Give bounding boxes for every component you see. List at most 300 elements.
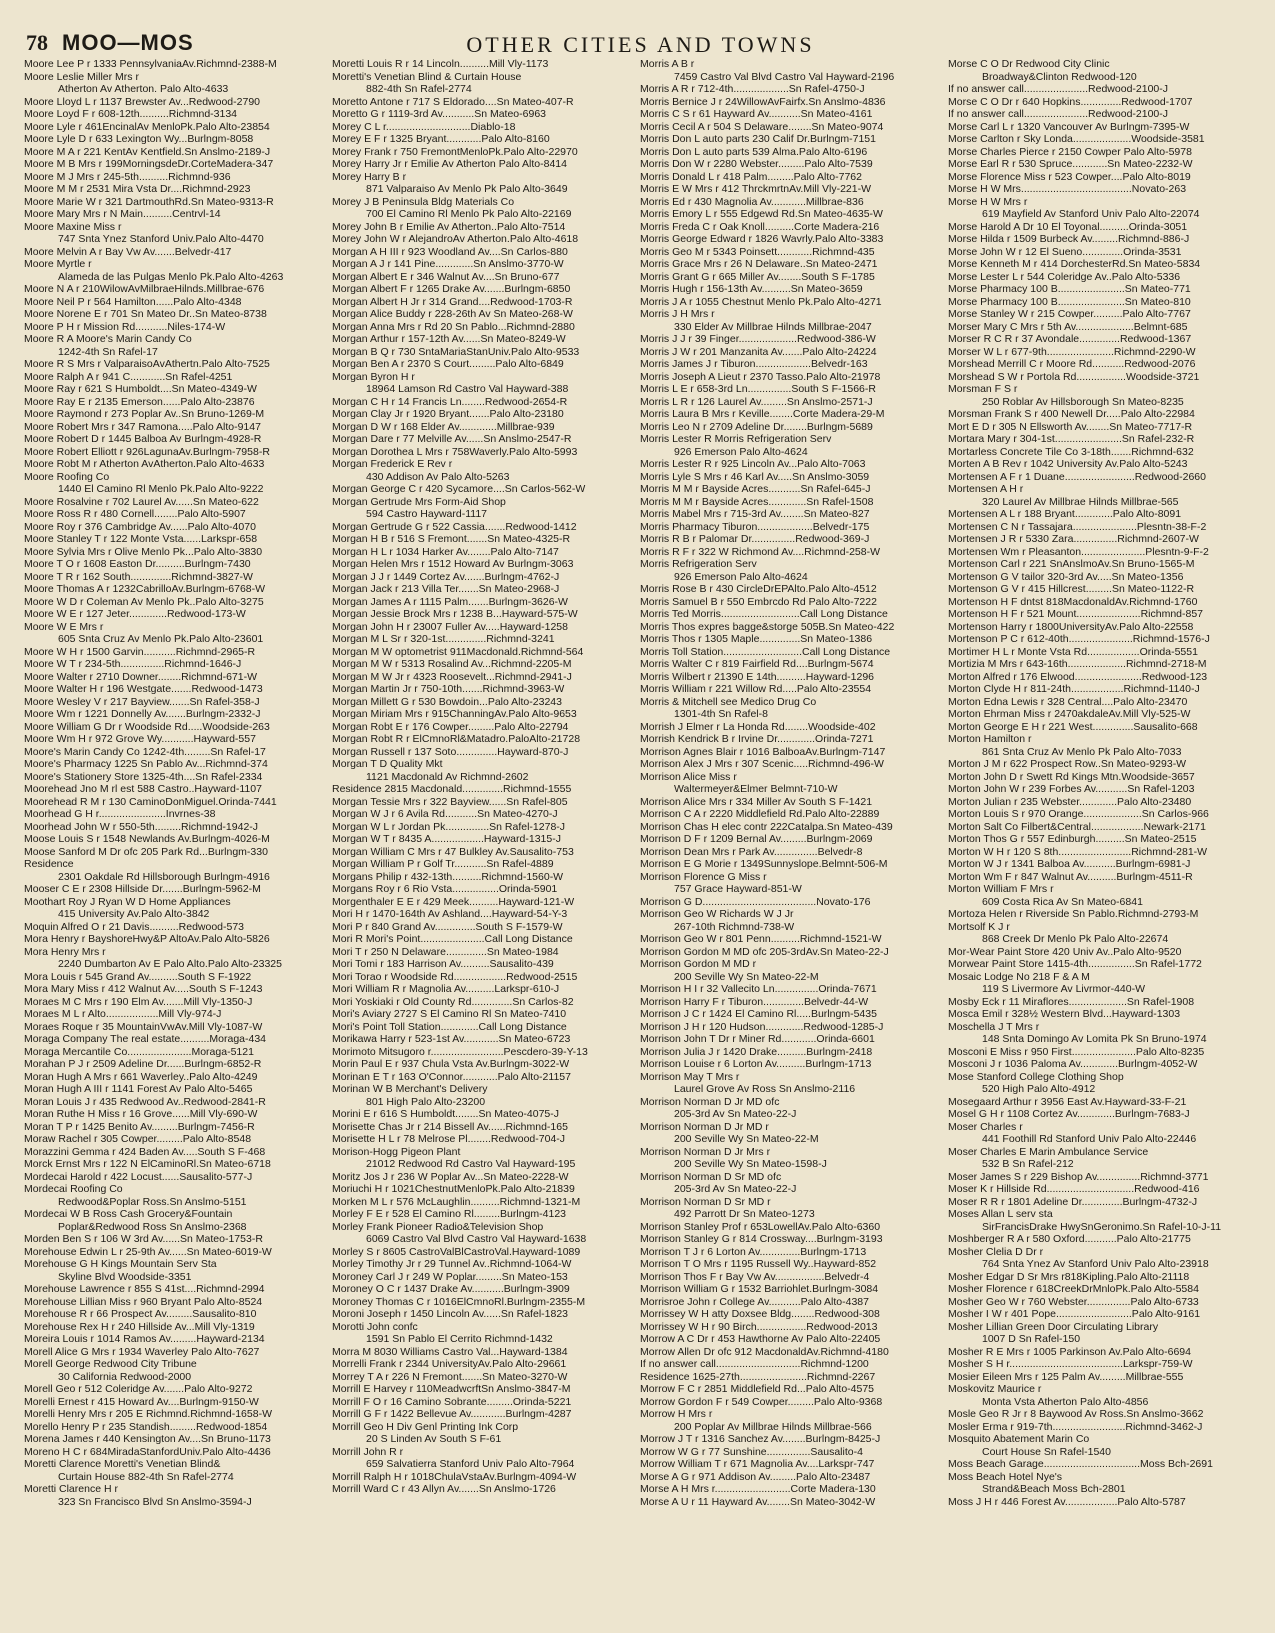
- directory-entry: Moreira Louis r 1014 Ramos Av.........Hayward-2134: [24, 1333, 265, 1345]
- directory-entry: Morris Don W r 2280 Webster.........Palo Alto-7539: [640, 158, 873, 170]
- directory-entry: Moore Marie W r 321 DartmouthRd.Sn Mateo-9313-R: [24, 195, 274, 208]
- directory-entry: Mosegaard Arthur r 3956 East Av.Hayward-33-F-21: [948, 1095, 1187, 1108]
- directory-entry: Morrison Alice Mrs r 334 Miller Av South S F-1421: [640, 795, 873, 808]
- directory-entry: Morgan Albert H Jr r 314 Grand....Redwood-1703-R: [332, 295, 573, 308]
- directory-entry: Morgan M W Jr r 4323 Roosevelt...Richmnd-2941-J: [332, 670, 572, 683]
- directory-entry: Moroney Thomas C r 1016ElCmnoRl.Burlngm-2355-M: [332, 1295, 586, 1308]
- directory-entry: Mortensen C N r Tassajara......................Plesntn-38-F-2: [948, 520, 1207, 533]
- directory-entry: Mortenson G V r 415 Hillcrest.........Sn Mateo-1122-R: [948, 583, 1195, 595]
- directory-entry: Moraes M L r Alto..................Mill Vly-974-J: [24, 1008, 222, 1020]
- directory-entry: Morrison Geo W r 801 Penn..........Richmnd-1521-W: [640, 933, 882, 945]
- directory-entry: Morris R B r Palomar Dr...............Redwood-369-J: [640, 533, 870, 545]
- directory-entry: Court House Sn Rafel-1540: [982, 1445, 1111, 1458]
- directory-entry: Morey Harry B r: [332, 170, 407, 183]
- directory-entry: Morton W H r 120 S 8th.........................Richmnd-281-W: [948, 845, 1208, 858]
- directory-entry: Morelli Ernest r 415 Howard Av....Burlngm-9150-W: [24, 1395, 259, 1408]
- directory-entry: Morris Lester R r 925 Lincoln Av...Palo Alto-7063: [640, 458, 866, 470]
- directory-entry: Moore R A Moore's Marin Candy Co: [24, 333, 192, 345]
- directory-entry: Mortenson Carl r 221 SnAnslmoAv.Sn Bruno-1565-M: [948, 558, 1195, 570]
- directory-entry: Morris Leo N r 2709 Adeline Dr........Burlngm-5689: [640, 420, 873, 433]
- directory-entry: Mosher Lillian Green Door Circulating Library: [948, 1320, 1159, 1333]
- directory-entry: Mortenson P C r 612-40th......................Richmnd-1576-J: [948, 633, 1210, 645]
- directory-entry: 801 High Palo Alto-23200: [366, 1095, 486, 1108]
- directory-entry: Moore M B Mrs r 199MorningsdeDr.CorteMadera-347: [24, 158, 274, 170]
- directory-entry: Morelli Henry Mrs r 205 E Richmnd.Richmnd-1658-W: [24, 1408, 272, 1420]
- directory-entry: Morrish J Elmer r La Honda Rd........Woodside-402: [640, 720, 876, 733]
- directory-entry: Moretti Clarence H r: [24, 1483, 118, 1495]
- directory-entry: Morris E W Mrs r 412 ThrckmrtnAv.Mill Vly-221-W: [640, 183, 872, 195]
- directory-entry: 6069 Castro Val Blvd Castro Val Hayward-1638: [366, 1233, 587, 1245]
- directory-entry: Morrison J H r 120 Hudson.............Redwood-1285-J: [640, 1020, 884, 1033]
- directory-entry: Morrison Norman D Jr Mrs r: [640, 1145, 771, 1158]
- directory-entry: Mortimer H L r Monte Vsta Rd..................Orinda-5551: [948, 645, 1198, 658]
- directory-entry: Morser R C R r 37 Avondale..............Redwood-1367: [948, 333, 1192, 345]
- directory-entry: Morrison Norman D Sr MD ofc: [640, 1170, 782, 1183]
- directory-entry: 1121 Macdonald Av Richmnd-2602: [366, 770, 529, 783]
- directory-entry: Mora Louis r 545 Grand Av..........South S F-1922: [24, 970, 252, 983]
- directory-entry: Mosher R E Mrs r 1005 Parkinson Av.Palo Alto-6694: [948, 1345, 1191, 1358]
- directory-entry: Morgan James A r 1115 Palm.......Burlngm-3626-W: [332, 595, 568, 608]
- directory-entry: Morell George Redwood City Tribune: [24, 1358, 197, 1370]
- directory-entry: Mosier Eileen Mrs r 125 Palm Av.........Millbrae-555: [948, 1370, 1184, 1383]
- directory-entry: Morgan Clay Jr r 1920 Bryant.......Palo Alto-23180: [332, 408, 564, 420]
- page-header: [26, 30, 1255, 56]
- directory-entry: Morgan Russell r 137 Soto..............Hayward-870-J: [332, 745, 569, 758]
- directory-entry: 882-4th Sn Rafel-2774: [366, 83, 472, 95]
- directory-entry: Moser K r Hillside Rd..............................Redwood-416: [948, 1183, 1200, 1195]
- directory-entry: Morris Freda C r Oak Knoll..........Corte Madera-216: [640, 220, 880, 233]
- directory-entry: Morse A H Mrs r..........................Corte Madera-130: [640, 1483, 876, 1495]
- directory-entry: Morsman Frank S r 400 Newell Dr.....Palo Alto-22984: [948, 408, 1195, 420]
- directory-entry: Morotti John confc: [332, 1320, 418, 1333]
- directory-entry: Moreno H C r 684MiradaStanfordUniv.Palo Alto-4436: [24, 1445, 271, 1458]
- directory-entry: Morris Toll Station...........................Call Long Distance: [640, 645, 891, 658]
- directory-entry: Morgan M W r 5313 Rosalind Av...Richmnd-2205-M: [332, 658, 572, 670]
- directory-entry: Morehouse Lillian Miss r 960 Bryant Palo Alto-8524: [24, 1295, 263, 1308]
- directory-entry: Moroney Carl J r 249 W Poplar.........Sn Mateo-153: [332, 1270, 568, 1283]
- directory-entry: Mordecai W B Ross Cash Grocery&Fountain: [24, 1208, 233, 1220]
- directory-entry: 267-10th Richmnd-738-W: [674, 920, 795, 933]
- directory-entry: Mortenson H F r 521 Mount......................Richmnd-857: [948, 608, 1204, 620]
- directory-entry: Moore Loyd F r 608-12th..........Richmnd-3134: [24, 108, 238, 120]
- directory-entry: Morris M M r Bayside Acres.............Sn Rafel-1508: [640, 495, 874, 508]
- directory-entry: Morgan Ben A r 2370 S Court.........Palo Alto-6849: [332, 358, 564, 370]
- directory-entry: Morris M M r Bayside Acres...........Sn Rafel-645-J: [640, 483, 871, 495]
- directory-entry: Morgenthaler E E r 429 Meek..........Hayward-121-W: [332, 895, 575, 908]
- directory-entry: Moskovitz Maurice r: [948, 1383, 1042, 1395]
- directory-entry: 764 Snta Ynez Av Stanford Univ Palo Alto-23918: [982, 1258, 1209, 1270]
- directory-entry: Morris Donald L r 418 Palm.........Palo Alto-7762: [640, 170, 862, 183]
- directory-entry: 7459 Castro Val Blvd Castro Val Hayward-2196: [674, 70, 895, 83]
- directory-entry: Morris Refrigeration Serv: [640, 558, 757, 570]
- directory-entry: Morrisroe John r College Av...........Palo Alto-4387: [640, 1295, 869, 1308]
- directory-entry: Mortensen Wm r Pleasanton......................Plesntn-9-F-2: [948, 545, 1209, 558]
- directory-entry: Morwear Paint Store 1415-4th................Sn Rafel-1772: [948, 958, 1202, 970]
- directory-entry: Moore W E Mrs r: [24, 620, 104, 633]
- directory-entry: Morgan Frederick E Rev r: [332, 458, 453, 470]
- directory-entry: 520 High Palo Alto-4912: [982, 1083, 1096, 1095]
- directory-entry: Skyline Blvd Woodside-3351: [58, 1270, 192, 1283]
- directory-entry: Morse Pharmacy 100 B.......................Sn Mateo-810: [948, 295, 1191, 308]
- directory-entry: Mori Yoskiaki r Old County Rd..............Sn Carlos-82: [332, 995, 574, 1008]
- directory-entry: Moore Ralph A r 941 C............Sn Rafel-4251: [24, 370, 233, 383]
- directory-entry: 1007 D Sn Rafel-150: [982, 1333, 1081, 1345]
- directory-entry: 871 Valparaiso Av Menlo Pk Palo Alto-3649: [366, 183, 568, 195]
- directory-entry: Mortenson G V tailor 320-3rd Av.....Sn Mateo-1356: [948, 570, 1184, 583]
- directory-entry: Morris Wilbert r 21390 E 14th..........Hayward-1296: [640, 670, 875, 683]
- directory-entry: Mortenson H F dntst 818MacdonaldAv.Richmnd-1760: [948, 595, 1198, 608]
- directory-entry: Morrison H I r 32 Vallecito Ln...............Orinda-7671: [640, 983, 877, 995]
- directory-entry: Morrison Dean Mrs r Park Av...............Belvedr-8: [640, 845, 863, 858]
- directory-entry: 200 Seville Wy Sn Mateo-22-M: [674, 1133, 819, 1145]
- directory-entry: Mosher Geo W r 760 Webster...............Palo Alto-6733: [948, 1295, 1199, 1308]
- directory-entry: Mortensen J R r 5330 Zara...............Richmnd-2607-W: [948, 533, 1199, 545]
- directory-entry: Morton Alfred r 176 Elwood.......................Redwood-123: [948, 670, 1208, 683]
- directory-entry: Moss Beach Hotel Nye's: [948, 1470, 1063, 1483]
- directory-entry: Moore Stanley T r 122 Monte Vsta......Larkspr-658: [24, 533, 258, 545]
- directory-entry: Morgan Byron H r: [332, 370, 415, 383]
- directory-entry: Moore Walter r 2710 Downer........Richmnd-671-W: [24, 670, 258, 683]
- directory-entry: Moore W D r Coleman Av Menlo Pk..Palo Alto-3275: [24, 595, 264, 608]
- directory-entry: Moser Charles r: [948, 1120, 1023, 1133]
- directory-entry: Moore N A r 210WilowAvMilbraeHilnds.Millbrae-676: [24, 283, 265, 295]
- directory-entry: 200 Seville Wy Sn Mateo-22-M: [674, 970, 819, 983]
- directory-entry: Morgan Jessie Brock Mrs r 1238 B...Hayward-575-W: [332, 608, 578, 620]
- directory-entry: Morrison Norman D Jr MD ofc: [640, 1095, 780, 1108]
- directory-entry: Morgan Tessie Mrs r 322 Bayview......Sn Rafel-805: [332, 795, 568, 808]
- directory-entry: Morton William F Mrs r: [948, 883, 1054, 895]
- column-3: [640, 58, 948, 1618]
- directory-entry: Moore Leslie Miller Mrs r: [24, 70, 139, 83]
- directory-entry: Moraga Company The real estate..........Moraga-434: [24, 1033, 267, 1045]
- directory-entry: Moorhead John W r 550-5th.........Richmnd-1942-J: [24, 820, 259, 833]
- directory-entry: Morrison Julia J r 1420 Drake..........Burlngm-2418: [640, 1045, 873, 1058]
- directory-entry: Morinan E T r 163 O'Connor............Palo Alto-21157: [332, 1070, 571, 1083]
- directory-entry: Moore Roofing Co: [24, 470, 110, 483]
- directory-entry: Moorehead Jno M rl est 588 Castro..Hayward-1107: [24, 783, 262, 795]
- directory-entry: Morris James J r Tiburon...................Belvedr-163: [640, 358, 868, 370]
- directory-entry: Moore T R r 162 South..............Richmnd-3827-W: [24, 570, 253, 583]
- directory-entry: Residence 1625-27th.......................Richmnd-2267: [640, 1370, 876, 1383]
- directory-entry: Morgan William C Mrs r 47 Bulkley Av.Sausalito-753: [332, 845, 574, 858]
- directory-entry: Moretti Louis R r 14 Lincoln..........Mill Vly-1173: [332, 58, 549, 70]
- directory-entry: Morton Salt Co Filbert&Central..................Newark-2171: [948, 820, 1206, 833]
- directory-entry: Moore R S Mrs r ValparaisoAvAthertn.Palo Alto-7525: [24, 358, 270, 370]
- directory-entry: Morehouse Rex H r 240 Hillside Av...Mill Vly-1319: [24, 1320, 255, 1333]
- directory-entry: Morgan B Q r 730 SntaMariaStanUniv.Palo Alto-9533: [332, 345, 580, 358]
- directory-entry: Morgan Anna Mrs r Rd 20 Sn Pablo...Richmnd-2880: [332, 320, 575, 333]
- directory-entry: Moser Charles E Marin Ambulance Service: [948, 1145, 1149, 1158]
- directory-entry: 205-3rd Av Sn Mateo-22-J: [674, 1183, 797, 1195]
- directory-entry: 323 Sn Francisco Blvd Sn Anslmo-3594-J: [58, 1495, 252, 1508]
- directory-entry: 1242-4th Sn Rafel-17: [58, 345, 158, 358]
- directory-entry: Mooser C E r 2308 Hillside Dr.......Burlngm-5962-M: [24, 883, 261, 895]
- directory-entry: 250 Roblar Av Hillsborough Sn Mateo-8235: [982, 395, 1184, 408]
- directory-entry: 2240 Dumbarton Av E Palo Alto.Palo Alto-23325: [58, 958, 282, 970]
- directory-entry: Mosher I W r 401 Pope..........................Palo Alto-9161: [948, 1308, 1201, 1320]
- directory-entry: Moore Wesley V r 217 Bayview.......Sn Rafel-358-J: [24, 695, 260, 708]
- directory-entry: Morris Don L auto parts 539 Alma.Palo Alto-6196: [640, 145, 868, 158]
- directory-entry: Morello Henry P r 235 Standish.........Redwood-1854: [24, 1420, 268, 1433]
- directory-entry: Mori William R r Magnolia Av..........Larkspr-610-J: [332, 983, 560, 995]
- directory-entry: Mosler Erma r 919-7th.........................Richmnd-3462-J: [948, 1420, 1203, 1433]
- directory-entry: Morrissey W H atty Doxsee Bldg........Redwood-308: [640, 1308, 880, 1320]
- directory-entry: Morrison Stanley Prof r 653LowellAv.Palo Alto-6360: [640, 1220, 881, 1233]
- directory-entry: Morell Geo r 512 Coleridge Av.......Palo Alto-9272: [24, 1383, 253, 1395]
- directory-entry: Morrish Kendrick B r Irvine Dr.............Orinda-7271: [640, 733, 874, 745]
- directory-entry: 868 Creek Dr Menlo Pk Palo Alto-22674: [982, 933, 1169, 945]
- directory-entry: Moore M A r 221 KentAv Kentfield.Sn Anslmo-2189-J: [24, 145, 271, 158]
- directory-entry: Morrow J T r 1316 Sanchez Av........Burlngm-8425-J: [640, 1433, 881, 1445]
- directory-entry: Morrison Gordon M MD r: [640, 958, 757, 970]
- directory-entry: Morse A G r 971 Addison Av.........Palo Alto-23487: [640, 1470, 871, 1483]
- directory-entry: Moore Norene E r 701 Sn Mateo Dr..Sn Mateo-8738: [24, 308, 267, 320]
- directory-entry: If no answer call......................Redwood-2100-J: [948, 108, 1169, 120]
- directory-entry: Morgan Dorothea L Mrs r 758Waverly.Palo Alto-5993: [332, 445, 578, 458]
- directory-entry: Moss Beach Garage.................................Moss Bch-2691: [948, 1458, 1213, 1470]
- directory-entry: Moore Roy r 376 Cambridge Av......Palo Alto-4070: [24, 520, 256, 533]
- section-title: OTHER CITIES AND TOWNS: [466, 32, 815, 57]
- directory-entry: Morrison Thos F r Bay Vw Av.................Belvedr-4: [640, 1270, 870, 1283]
- directory-entry: 594 Castro Hayward-1117: [366, 508, 488, 520]
- directory-entry: 148 Snta Domingo Av Lomita Pk Sn Bruno-1974: [982, 1033, 1207, 1045]
- column-4: [948, 58, 1256, 1618]
- directory-entry: Mosconi E Miss r 950 First......................Palo Alto-8235: [948, 1045, 1205, 1058]
- directory-entry: Morse Kenneth M r 414 DorchesterRd.Sn Mateo-5834: [948, 258, 1201, 270]
- directory-entry: Moran Hugh A III r 1141 Forest Av Palo Alto-5465: [24, 1083, 253, 1095]
- directory-entry: Morrison Geo W Richards W J Jr: [640, 908, 794, 920]
- directory-entry: Mordecai Roofing Co: [24, 1183, 123, 1195]
- directory-entry: Mortoza Helen r Riverside Sn Pablo.Richmnd-2793-M: [948, 908, 1199, 920]
- directory-entry: Morgan Alice Buddy r 228-26th Av Sn Mateo-268-W: [332, 308, 573, 320]
- directory-entry: Redwood&Poplar Ross.Sn Anslmo-5151: [58, 1195, 247, 1208]
- directory-entry: Morrill Ward C r 43 Allyn Av.......Sn Anslmo-1726: [332, 1483, 556, 1495]
- directory-entry: Morgan Robt E r 176 Cowper.........Palo Alto-22794: [332, 720, 569, 733]
- directory-entry: Morton Edna Lewis r 328 Central....Palo Alto-23470: [948, 695, 1188, 708]
- directory-entry: Moore Melvin A r Bay Vw Av.......Belvedr-417: [24, 245, 232, 258]
- directory-entry: Morgan A J r 141 Pine.............Sn Anslmo-3770-W: [332, 258, 564, 270]
- directory-entry: 205-3rd Av Sn Mateo-22-J: [674, 1108, 797, 1120]
- directory-entry: Moore Robert Elliott r 926LagunaAv.Burlngm-7958-R: [24, 445, 270, 458]
- directory-entry: Morgans Roy r 6 Rio Vsta................Orinda-5901: [332, 883, 558, 895]
- directory-entry: Morrelli Frank r 2344 UniversityAv.Palo Alto-29661: [332, 1358, 567, 1370]
- directory-entry: Morrison D F r 1209 Bernal Av.........Burlngm-2069: [640, 833, 873, 845]
- directory-entry: Morshead Merrill C r Moore Rd...........Redwood-2076: [948, 358, 1196, 370]
- directory-entry: Moore Mary Mrs r N Main..........Centrvl-14: [24, 208, 221, 220]
- directory-entry: Morehouse R r 66 Prospect Av.........Sausalito-810: [24, 1308, 257, 1320]
- directory-entry: Moraw Rachel r 305 Cowper.........Palo Alto-8548: [24, 1133, 252, 1145]
- directory-entry: Mori Torao r Woodside Rd..................Redwood-2515: [332, 970, 578, 983]
- directory-entry: Moore Lloyd L r 1137 Brewster Av...Redwood-2790: [24, 95, 260, 108]
- directory-entry: Alameda de las Pulgas Menlo Pk.Palo Alto-4263: [58, 270, 284, 283]
- directory-entry: Morgan H B r 516 S Fremont.......Sn Mateo-4325-R: [332, 533, 571, 545]
- directory-entry: Morgan J J r 1449 Cortez Av.......Burlngm-4762-J: [332, 570, 560, 583]
- directory-entry: Morken M L r 576 McLaughlin..........Richmnd-1321-M: [332, 1195, 581, 1208]
- directory-entry: Morrison Stanley G r 814 Crossway....Burlngm-3193: [640, 1233, 883, 1245]
- directory-entry: Mosby Eck r 11 Miraflores....................Sn Rafel-1908: [948, 995, 1195, 1008]
- directory-entry: Mori's Aviary 2727 S El Camino Rl Sn Mateo-7410: [332, 1008, 567, 1020]
- directory-entry: Morton W J r 1341 Balboa Av...........Burlngm-6981-J: [948, 858, 1191, 870]
- directory-entry: Morey C L r.............................Diablo-18: [332, 120, 516, 133]
- directory-entry: 441 Foothill Rd Stanford Univ Palo Alto-22446: [982, 1133, 1197, 1145]
- directory-entry: Morrill Ralph H r 1018ChulaVstaAv.Burlngm-4094-W: [332, 1470, 577, 1483]
- directory-entry: Morton Julian r 235 Webster.............Palo Alto-23480: [948, 795, 1192, 808]
- directory-entry: 200 Poplar Av Millbrae Hilnds Millbrae-566: [674, 1420, 872, 1433]
- directory-entry: Morris R F r 322 W Richmond Av....Richmnd-258-W: [640, 545, 881, 558]
- directory-entry: Morris J J r 39 Finger....................Redwood-386-W: [640, 333, 876, 345]
- directory-entry: Poplar&Redwood Ross Sn Anslmo-2368: [58, 1220, 247, 1233]
- directory-entry: Morris J W r 201 Manzanita Av.......Palo Alto-24224: [640, 345, 877, 358]
- directory-entry: Morse Earl R r 530 Spruce............Sn Mateo-2232-W: [948, 158, 1193, 170]
- name-range: MOO—MOS: [62, 30, 194, 55]
- directory-entry: Morehouse Edwin L r 25-9th Av......Sn Mateo-6019-W: [24, 1245, 272, 1258]
- directory-entry: Mosca Emil r 328½ Western Blvd...Hayward-1303: [948, 1008, 1181, 1020]
- directory-entry: Morgan D W r 168 Elder Av.............Millbrae-939: [332, 420, 555, 433]
- directory-entry: Mori Tomi r 183 Harrison Av..........Sausalito-439: [332, 958, 554, 970]
- directory-entry: Morck Ernst Mrs r 122 N ElCaminoRl.Sn Mateo-6718: [24, 1158, 271, 1170]
- directory-entry: Morton J M r 622 Prospect Row..Sn Mateo-9293-W: [948, 758, 1187, 770]
- directory-entry: Morris L E r 658-3rd Ln...............South S F-1566-R: [640, 383, 876, 395]
- directory-entry: Moore W T r 234-5th...............Richmnd-1646-J: [24, 658, 242, 670]
- directory-entry: 619 Mayfield Av Stanford Univ Palo Alto-22074: [982, 208, 1200, 220]
- directory-entry: Moose Louis S r 1548 Newlands Av.Burlngm-4026-M: [24, 833, 270, 845]
- page-number: 78: [26, 30, 48, 55]
- directory-entry: Moore William G Dr r Woodside Rd.....Woodside-263: [24, 720, 270, 733]
- directory-entry: Moshberger R A r 580 Oxford...........Palo Alto-21775: [948, 1233, 1191, 1245]
- directory-entry: Moore Raymond r 273 Poplar Av..Sn Bruno-1269-M: [24, 408, 265, 420]
- directory-entry: If no answer call......................Redwood-2100-J: [948, 83, 1169, 95]
- column-2: [332, 58, 640, 1618]
- directory-entry: Morris Rose B r 430 CircleDrEPAlto.Palo Alto-4512: [640, 583, 877, 595]
- directory-entry: Moore M M r 2531 Mira Vsta Dr....Richmnd-2923: [24, 183, 251, 195]
- directory-entry: Morris Mabel Mrs r 715-3rd Av........Sn Mateo-827: [640, 508, 870, 520]
- directory-entry: Curtain House 882-4th Sn Rafel-2774: [58, 1470, 234, 1483]
- directory-entry: Morrison Harry F r Tiburon..............Belvedr-44-W: [640, 995, 869, 1008]
- directory-entry: Moothart Roy J Ryan W D Home Appliances: [24, 895, 231, 908]
- directory-entry: Mortizia M Mrs r 643-16th....................Richmnd-2718-M: [948, 658, 1207, 670]
- directory-entry: Mosher Clelia D Dr r: [948, 1245, 1044, 1258]
- directory-entry: Moraes M C Mrs r 190 Elm Av.......Mill Vly-1350-J: [24, 995, 253, 1008]
- directory-entry: Morden Ben S r 106 W 3rd Av......Sn Mateo-1753-R: [24, 1233, 263, 1245]
- directory-entry: Mortarless Concrete Tile Co 3-18th.......Richmnd-632: [948, 445, 1194, 458]
- directory-entry: Morgan A H III r 923 Woodland Av....Sn Carlos-880: [332, 245, 568, 258]
- directory-entry: Morse Pharmacy 100 B.......................Sn Mateo-771: [948, 283, 1191, 295]
- directory-entry: Morgan Gertrude G r 522 Cassia.......Redwood-1412: [332, 520, 577, 533]
- directory-entry: 532 B Sn Rafel-212: [982, 1158, 1074, 1170]
- directory-entry: Moore Lee P r 1333 PennsylvaniaAv.Richmnd-2388-M: [24, 58, 277, 70]
- directory-entry: Morrison Alex J Mrs r 307 Scenic.....Richmnd-496-W: [640, 758, 884, 770]
- directory-entry: 926 Emerson Palo Alto-4624: [674, 570, 808, 583]
- directory-entry: Moore Walter H r 196 Westgate.......Redwood-1473: [24, 683, 263, 695]
- directory-entry: Mori R Mori's Point......................Call Long Distance: [332, 933, 573, 945]
- directory-entry: Morgans Philip r 432-13th..........Richmnd-1560-W: [332, 870, 564, 883]
- directory-entry: Moran Louis J r 435 Redwood Av..Redwood-2841-R: [24, 1095, 266, 1108]
- column-1: [24, 58, 332, 1618]
- directory-entry: Morris Thos expres bagge&storge 505B.Sn Mateo-422: [640, 620, 895, 633]
- directory-entry: Mort E D r 305 N Ellsworth Av........Sn Mateo-7717-R: [948, 420, 1193, 433]
- directory-entry: Morgan Helen Mrs r 1512 Howard Av Burlngm-3063: [332, 558, 574, 570]
- directory-entry: Morton Louis S r 970 Orange....................Sn Carlos-966: [948, 808, 1209, 820]
- directory-entry: Morgan W J r 6 Avila Rd...........Sn Mateo-4270-J: [332, 808, 558, 820]
- directory-entry: Mosher Edgar D Sr Mrs r818Kipling.Palo Alto-21118: [948, 1270, 1190, 1283]
- directory-entry: Moore Ross R r 480 Cornell........Palo Alto-5907: [24, 508, 246, 520]
- directory-entry: Moore Wm H r 972 Grove Wy...........Hayward-557: [24, 733, 256, 745]
- directory-entry: Morse A U r 11 Hayward Av........Sn Mateo-3042-W: [640, 1495, 876, 1508]
- directory-entry: Morgan C H r 14 Francis Ln........Redwood-2654-R: [332, 395, 568, 408]
- directory-entry: Monta Vsta Atherton Palo Alto-4856: [982, 1395, 1149, 1408]
- directory-entry: Morris George Edward r 1826 Wavrly.Palo Alto-3383: [640, 233, 884, 245]
- directory-entry: Morse John W r 12 El Sueno..............Orinda-3531: [948, 245, 1182, 258]
- directory-entry: Moore T O r 1608 Easton Dr..........Burlngm-7430: [24, 558, 251, 570]
- directory-entry: 119 S Livermore Av Livrmor-440-W: [982, 983, 1146, 995]
- directory-entry: Morton Clyde H r 811-24th..................Richmnd-1140-J: [948, 683, 1200, 695]
- directory-entry: Morris Pharmacy Tiburon...................Belvedr-175: [640, 520, 870, 533]
- directory-entry: 20 S Linden Av South S F-61: [366, 1433, 502, 1445]
- directory-entry: 700 El Camino Rl Menlo Pk Palo Alto-22169: [366, 208, 572, 220]
- directory-entry: Morey Frank r 750 FremontMenloPk.Palo Alto-22970: [332, 145, 578, 158]
- directory-entry: Morrissey W H r 90 Birch.................Redwood-2013: [640, 1320, 878, 1333]
- directory-entry: Morey John B r Emilie Av Atherton..Palo Alto-7514: [332, 220, 566, 233]
- directory-entry: Mortara Mary r 304-1st.......................Sn Rafel-232-R: [948, 433, 1195, 445]
- directory-entry: Morrison May T Mrs r: [640, 1070, 740, 1083]
- directory-entry: Morgan W L r Jordan Pk...............Sn Rafel-1278-J: [332, 820, 566, 833]
- directory-entry: Morse Hilda r 1509 Burbeck Av.........Richmnd-886-J: [948, 233, 1190, 245]
- directory-entry: Morehouse G H Kings Mountain Serv Sta: [24, 1258, 217, 1270]
- directory-entry: Morrison T O Mrs r 1195 Russell Wy..Hayward-852: [640, 1258, 877, 1270]
- directory-entry: Morinan W B Merchant's Delivery: [332, 1083, 488, 1095]
- directory-entry: 21012 Redwood Rd Castro Val Hayward-195: [366, 1158, 576, 1170]
- directory-entry: Morrison Florence G Miss r: [640, 870, 767, 883]
- directory-entry: If no answer call.............................Richmnd-1200: [640, 1358, 869, 1370]
- directory-entry: Moquin Alfred O r 21 Davis..........Redwood-573: [24, 920, 245, 933]
- directory-entry: Morrison Agnes Blair r 1016 BalboaAv.Burlngm-7147: [640, 745, 886, 758]
- directory-entry: Mori P r 840 Grand Av..............South S F-1579-W: [332, 920, 563, 933]
- directory-entry: Morris William r 221 Willow Rd.....Palo Alto-23554: [640, 683, 872, 695]
- directory-entry: Morrey T A r 226 N Fremont.......Sn Mateo-3270-W: [332, 1370, 568, 1383]
- directory-entry: Morrow F C r 2851 Middlefield Rd...Palo Alto-4575: [640, 1383, 875, 1395]
- directory-entry: 861 Snta Cruz Av Menlo Pk Palo Alto-7033: [982, 745, 1182, 758]
- directory-entry: Morser W L r 677-9th.......................Richmnd-2290-W: [948, 345, 1196, 358]
- directory-entry: Morrison T J r 6 Lorton Av..............Burlngm-1713: [640, 1245, 867, 1258]
- directory-entry: Moore Thomas A r 1232CabrilloAv.Burlngm-6768-W: [24, 583, 266, 595]
- directory-entry: Morazzini Gemma r 424 Baden Av.....South S F-468: [24, 1145, 266, 1158]
- directory-entry: Moore Robert Mrs r 347 Ramona.....Palo Alto-9147: [24, 420, 261, 433]
- directory-entry: 30 California Redwood-2000: [58, 1370, 192, 1383]
- directory-entry: Morgan Robt R r ElCmnoRl&Matadro.PaloAlto-21728: [332, 733, 581, 745]
- directory-entry: Morison-Hogg Pigeon Plant: [332, 1145, 461, 1158]
- directory-entry: Moran Hugh A Mrs r 661 Waverley..Palo Alto-4249: [24, 1070, 258, 1083]
- directory-entry: Morrow William T r 671 Magnolia Av....Larkspr-747: [640, 1458, 875, 1470]
- directory-entry: Morrill F O r 16 Camino Sobrante.........Orinda-5221: [332, 1395, 572, 1408]
- directory-entry: Broadway&Clinton Redwood-120: [982, 70, 1137, 83]
- directory-entry: Morse Stanley W r 215 Cowper..........Palo Alto-7767: [948, 308, 1191, 320]
- directory-entry: Moore W E r 127 Jeter.............Redwood-173-W: [24, 608, 246, 620]
- directory-entry: Morey J B Peninsula Bldg Materials Co: [332, 195, 515, 208]
- directory-entry: Morris Ed r 430 Magnolia Av............Millbrae-836: [640, 195, 864, 208]
- directory-entry: Moretto G r 1119-3rd Av...........Sn Mateo-6963: [332, 108, 546, 120]
- directory-entry: Moore W H r 1500 Garvin...........Richmnd-2965-R: [24, 645, 256, 658]
- directory-entry: Moretti's Venetian Blind & Curtain House: [332, 70, 522, 83]
- directory-entry: Moorehead R M r 130 CaminoDonMiguel.Orinda-7441: [24, 795, 277, 808]
- directory-entry: Morris Don L auto parts 230 Calif Dr.Burlngm-7151: [640, 133, 876, 145]
- directory-entry: Morgan Arthur r 157-12th Av......Sn Mateo-8249-W: [332, 333, 566, 345]
- directory-entry: Morris Thos r 1305 Maple..............Sn Mateo-1386: [640, 633, 873, 645]
- directory-entry: Mose Stanford College Clothing Shop: [948, 1070, 1124, 1083]
- directory-entry: Moroney O C r 1437 Drake Av...........Burlngm-3909: [332, 1283, 570, 1295]
- directory-entry: Morse Carlton r Sky Londa....................Woodside-3581: [948, 133, 1205, 145]
- directory-entry: Mortensen A F r 1 Duane........................Redwood-2660: [948, 470, 1206, 483]
- directory-entry: Morris A B r: [640, 58, 695, 70]
